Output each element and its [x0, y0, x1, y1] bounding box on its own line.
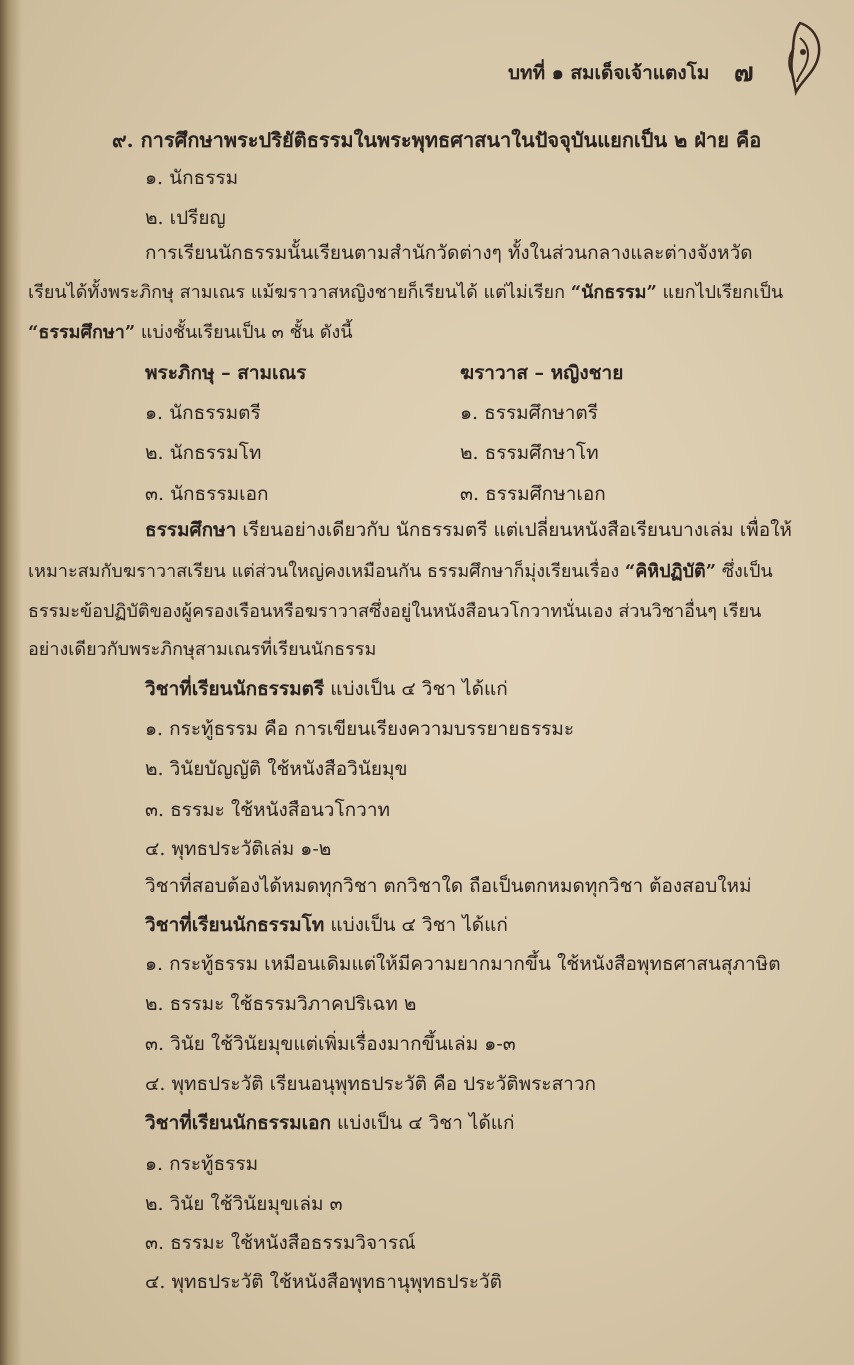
column-heading-monks: พระภิกษุ – สามเณร	[145, 362, 307, 384]
type-item: ๑. นักธรรม	[145, 167, 239, 189]
subject-item: ๑. กระทู้ธรรม	[145, 1153, 259, 1175]
column-heading-laity: ฆราวาส – หญิงชาย	[460, 362, 624, 384]
subject-item: ๓. ธรรมะ ใช้หนังสือนวโกวาท	[145, 799, 391, 821]
subject-item: ๒. ธรรมะ ใช้ธรรมวิภาคปริเฉท ๒	[145, 993, 417, 1015]
subject-item: ๒. วินัยบัญญัติ ใช้หนังสือวินัยมุข	[145, 758, 408, 780]
running-header: บทที่ ๑ สมเด็จเจ้าแตงโม	[508, 62, 710, 84]
subject-item: ๔. พุทธประวัติเล่ม ๑-๒	[145, 838, 332, 860]
level-item-laity: ๓. ธรรมศึกษาเอก	[460, 483, 606, 505]
subject-item: ๓. วินัย ใช้วินัยมุขแต่เพิ่มเรื่องมากขึ้นเล่ม ๑-๓	[145, 1033, 516, 1055]
section-heading: ๙. การศึกษาพระปริยัติธรรมในพระพุทธศาสนาในปัจจุบันแยกเป็น ๒ ฝ่าย คือ	[112, 128, 762, 152]
paragraph-line: การเรียนนักธรรมนั้นเรียนตามสำนักวัดต่างๆ ทั้งในส่วนกลางและต่างจังหวัด	[145, 242, 753, 264]
paragraph-line: เหมาะสมกับฆราวาสเรียน แต่ส่วนใหญ่คงเหมือนกัน ธรรมศึกษาก็มุ่งเรียนเรื่อง “คิหิปฏิบัติ” ซึ่งเป็น	[28, 561, 773, 582]
subject-heading-ek: วิชาที่เรียนนักธรรมเอก แบ่งเป็น ๔ วิชา ได้แก่	[145, 1112, 515, 1134]
subject-item: ๑. กระทู้ธรรม คือ การเขียนเรียงความบรรยายธรรมะ	[145, 718, 575, 740]
paragraph-line: ธรรมศึกษา เรียนอย่างเดียวกับ นักธรรมตรี แต่เปลี่ยนหนังสือเรียนบางเล่ม เพื่อให้	[145, 519, 792, 541]
paragraph-line: อย่างเดียวกับพระภิกษุสามเณรที่เรียนนักธรรม	[28, 639, 377, 660]
level-item-monk: ๓. นักธรรมเอก	[145, 483, 269, 505]
page-number: ๗	[734, 58, 754, 88]
paragraph-line: เรียนได้ทั้งพระภิกษุ สามเณร แม้ฆราวาสหญิงชายก็เรียนได้ แต่ไม่เรียก “นักธรรม” แยกไปเรียกเป็น	[28, 282, 784, 303]
level-item-monk: ๒. นักธรรมโท	[145, 442, 262, 464]
subject-item: ๒. วินัย ใช้วินัยมุขเล่ม ๓	[145, 1193, 343, 1215]
paragraph-line: ธรรมะข้อปฏิบัติของผู้ครองเรือนหรือฆราวาสซึ่งอยู่ในหนังสือนวโกวาทนั่นเอง ส่วนวิชาอื่นๆ เรียน	[28, 601, 762, 622]
exam-note: วิชาที่สอบต้องได้หมดทุกวิชา ตกวิชาใด ถือเป็นตกหมดทุกวิชา ต้องสอบใหม่	[145, 875, 752, 897]
thai-ornament-icon	[770, 18, 830, 98]
subject-item: ๑. กระทู้ธรรม เหมือนเดิมแต่ให้มีความยากมากขึ้น ใช้หนังสือพุทธศาสนสุภาษิต	[145, 953, 781, 975]
subject-heading-tri: วิชาที่เรียนนักธรรมตรี แบ่งเป็น ๔ วิชา ได้แก่	[145, 678, 508, 700]
subject-item: ๔. พุทธประวัติ เรียนอนุพุทธประวัติ คือ ประวัติพระสาวก	[145, 1073, 597, 1095]
subject-item: ๔. พุทธประวัติ ใช้หนังสือพุทธานุพุทธประวัติ	[145, 1271, 503, 1293]
level-item-monk: ๑. นักธรรมตรี	[145, 402, 261, 424]
subject-item: ๓. ธรรมะ ใช้หนังสือธรรมวิจารณ์	[145, 1232, 416, 1254]
paragraph-line: “ธรรมศึกษา” แบ่งชั้นเรียนเป็น ๓ ชั้น ดังนี้	[28, 322, 353, 343]
subject-heading-tho: วิชาที่เรียนนักธรรมโท แบ่งเป็น ๔ วิชา ได้แก่	[145, 914, 508, 936]
type-item: ๒. เปรียญ	[145, 207, 226, 229]
level-item-laity: ๑. ธรรมศึกษาตรี	[460, 402, 598, 424]
book-spine-shadow	[0, 0, 22, 1365]
level-item-laity: ๒. ธรรมศึกษาโท	[460, 442, 599, 464]
